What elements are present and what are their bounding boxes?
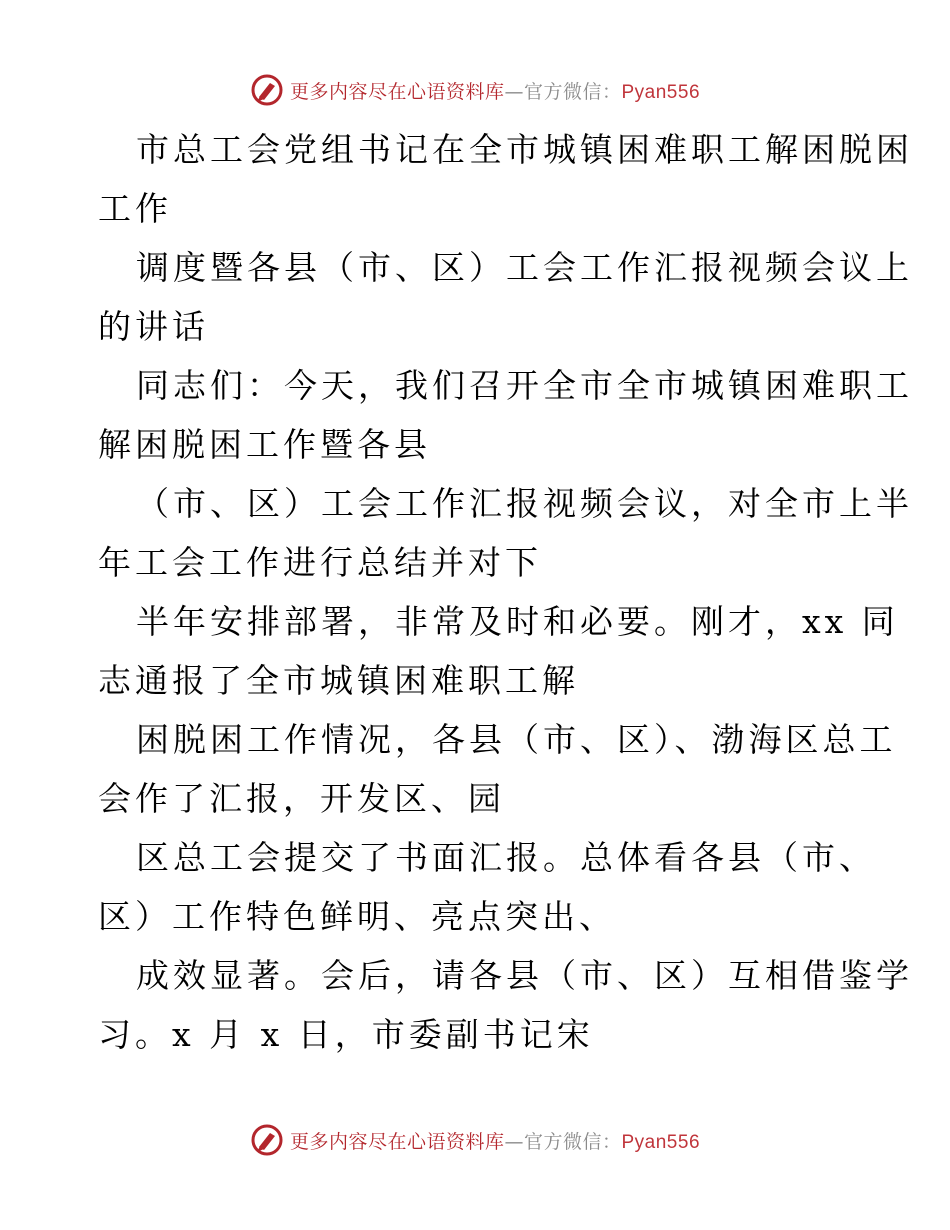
watermark-separator: —: [504, 1130, 524, 1153]
watermark-text: [290, 1127, 700, 1154]
watermark-main: 更多内容尽在心语资料库: [289, 80, 505, 103]
paragraph-line: 年工会工作进行总结并对下: [98, 543, 542, 582]
paragraph-line: 的讲话: [98, 307, 209, 346]
pen-nib-circle-icon: [250, 73, 284, 107]
watermark-main: 更多内容尽在心语资料库: [289, 1130, 505, 1153]
watermark-label: 官方微信：: [523, 1130, 622, 1153]
paragraph-line: 工作: [98, 189, 172, 228]
paragraph-line: 解困脱困工作暨各县: [98, 425, 431, 464]
paragraph-line: 困脱困工作情况，各县（市、区）、渤海区总工: [136, 720, 897, 759]
paragraph-line: 市总工会党组书记在全市城镇困难职工解困脱困: [136, 130, 913, 169]
document-body: [98, 120, 913, 1064]
paragraph-line: 调度暨各县（市、区）工会工作汇报视频会议上: [136, 248, 913, 287]
paragraph-line: 半年安排部署，非常及时和必要。刚才，xx 同: [136, 602, 899, 641]
paragraph-line: 同志们：今天，我们召开全市全市城镇困难职工: [136, 366, 913, 405]
watermark-id: Pyan556: [621, 81, 701, 103]
paragraph-line: 成效显著。会后，请各县（市、区）互相借鉴学: [136, 956, 913, 995]
paragraph-line: 会作了汇报，开发区、园: [98, 779, 505, 818]
watermark-text: [290, 77, 700, 104]
watermark-separator: —: [504, 80, 524, 103]
header-watermark: [0, 70, 950, 110]
paragraph-line: （市、区）工会工作汇报视频会议，对全市上半: [136, 484, 913, 523]
paragraph-line: 区总工会提交了书面汇报。总体看各县（市、: [136, 838, 876, 877]
paragraph-line: 习。x 月 x 日，市委副书记宋: [98, 1015, 594, 1054]
footer-watermark: [0, 1120, 950, 1160]
pen-nib-circle-icon: [250, 1123, 284, 1157]
paragraph-line: 区）工作特色鲜明、亮点突出、: [98, 897, 616, 936]
paragraph-line: 志通报了全市城镇困难职工解: [98, 661, 579, 700]
watermark-label: 官方微信：: [523, 80, 622, 103]
watermark-id: Pyan556: [621, 1131, 701, 1153]
